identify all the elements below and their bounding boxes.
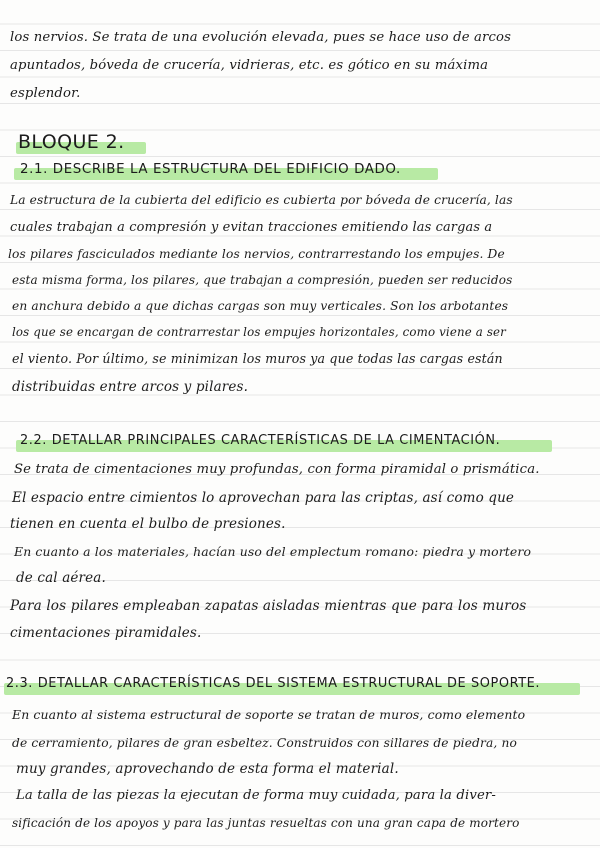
section-2-2-line: Se trata de cimentaciones muy profundas, con forma piramidal o prismática. [14, 462, 540, 477]
section-heading-2-3: 2.3. DETALLAR CARACTERÍSTICAS DEL SISTEMA ESTRUCTURAL DE SOPORTE. [6, 676, 541, 691]
intro-line: esplendor. [10, 86, 81, 101]
section-heading-2-2: 2.2. DETALLAR PRINCIPALES CARACTERÍSTICAS DE LA CIMENTACIÓN. [20, 433, 501, 448]
section-2-2-line: cimentaciones piramidales. [10, 625, 202, 641]
section-2-1-line: cuales trabajan a compresión y evitan tracciones emitiendo las cargas a [10, 220, 493, 235]
section-2-2-line: Para los pilares empleaban zapatas aisladas mientras que para los muros [10, 598, 527, 614]
section-2-2-line: tienen en cuenta el bulbo de presiones. [10, 516, 286, 532]
section-2-1-line: los que se encargan de contrarrestar los empujes horizontales, como viene a ser [12, 325, 506, 339]
block-title: BLOQUE 2. [18, 131, 125, 153]
section-2-1-line: el viento. Por último, se minimizan los muros ya que todas las cargas están [12, 351, 503, 366]
section-2-1-line: esta misma forma, los pilares, que trabajan a compresión, pueden ser reducidos [12, 273, 513, 287]
section-2-1-line: distribuidas entre arcos y pilares. [12, 379, 249, 395]
intro-line: los nervios. Se trata de una evolución elevada, pues se hace uso de arcos [10, 30, 512, 45]
section-2-3-line: muy grandes, aprovechando de esta forma el material. [16, 761, 399, 777]
section-heading-2-1: 2.1. DESCRIBE LA ESTRUCTURA DEL EDIFICIO DADO. [20, 162, 401, 177]
section-2-2-line: El espacio entre cimientos lo aprovechan para las criptas, así como que [12, 490, 515, 506]
section-2-2-line: de cal aérea. [16, 570, 106, 586]
section-2-3-line: En cuanto al sistema estructural de soporte se tratan de muros, como elemento [12, 707, 526, 722]
section-2-2-line: En cuanto a los materiales, hacían uso del emplectum romano: piedra y mortero [14, 544, 532, 559]
section-2-1-line: La estructura de la cubierta del edificio es cubierta por bóveda de crucería, las [10, 193, 513, 207]
section-2-1-line: en anchura debido a que dichas cargas son muy verticales. Son los arbotantes [12, 299, 509, 313]
section-2-3-line: sificación de los apoyos y para las juntas resueltas con una gran capa de mortero [12, 816, 520, 830]
section-2-3-line: de cerramiento, pilares de gran esbeltez. Construidos con sillares de piedra, no [12, 736, 517, 750]
section-2-3-line: La talla de las piezas la ejecutan de forma muy cuidada, para la diver- [16, 788, 496, 803]
intro-line: apuntados, bóveda de crucería, vidrieras, etc. es gótico en su máxima [10, 58, 489, 73]
section-2-1-line: los pilares fasciculados mediante los nervios, contrarrestando los empujes. De [8, 247, 505, 261]
